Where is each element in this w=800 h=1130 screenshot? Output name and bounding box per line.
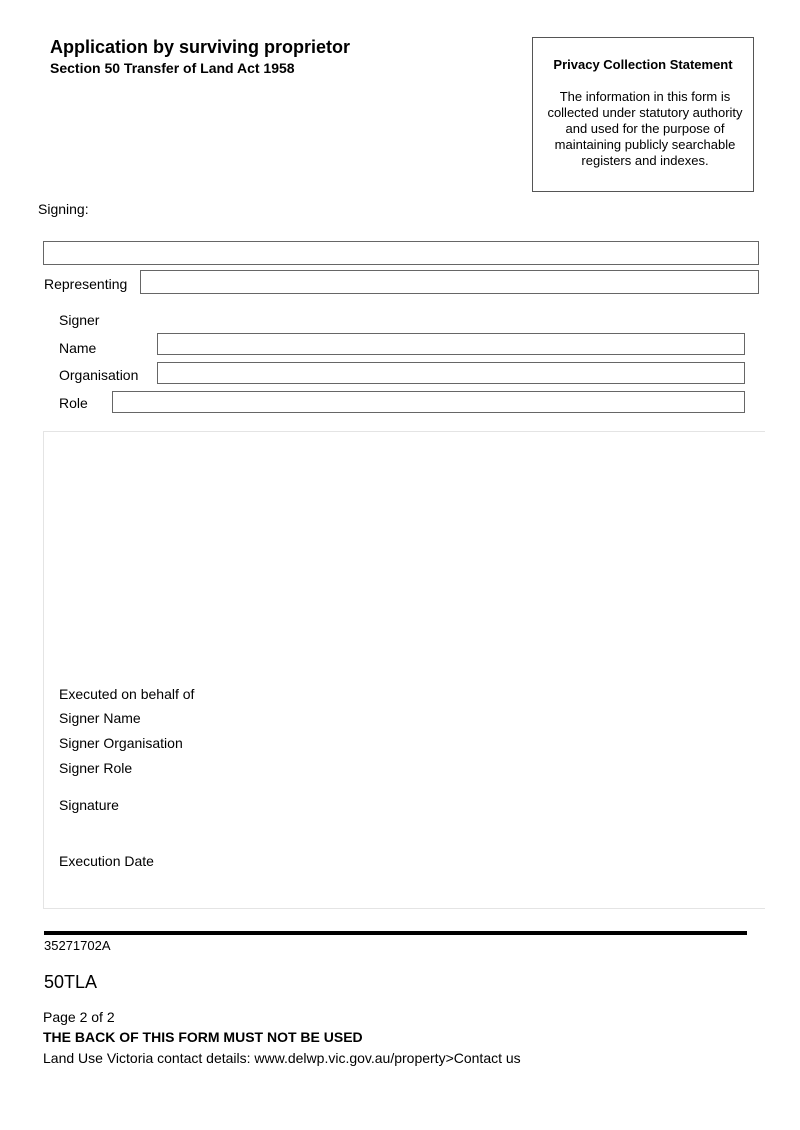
privacy-statement-text: The information in this form is collected under statutory authority and used for the purpose of maintaining publicly searchable registers and indexes.: [547, 89, 743, 168]
signer-organisation-field[interactable]: [157, 362, 745, 384]
privacy-statement-title: Privacy Collection Statement: [553, 57, 733, 72]
footer-divider: [44, 931, 747, 935]
signing-party-field[interactable]: [43, 241, 759, 265]
signer-organisation-label: Organisation: [59, 367, 139, 383]
representing-field[interactable]: [140, 270, 759, 294]
execution-panel: [43, 431, 765, 909]
signer-role-exec-label: Signer Role: [59, 760, 133, 776]
representing-label: Representing: [44, 276, 128, 292]
signer-role-label: Role: [59, 395, 88, 411]
privacy-statement-box: [532, 37, 754, 192]
signer-name-label: Name: [59, 340, 97, 356]
page-number: Page 2 of 2: [43, 1009, 115, 1025]
signing-label: Signing:: [38, 201, 89, 217]
signer-role-field[interactable]: [112, 391, 745, 413]
form-subtitle: Section 50 Transfer of Land Act 1958: [50, 60, 295, 76]
back-of-form-warning: THE BACK OF THIS FORM MUST NOT BE USED: [43, 1029, 363, 1045]
document-id: 35271702A: [44, 938, 111, 953]
signer-name-field[interactable]: [157, 333, 745, 355]
contact-details: Land Use Victoria contact details: www.delwp.vic.gov.au/property>Contact us: [43, 1050, 521, 1066]
signer-heading: Signer: [59, 312, 100, 328]
signature-label: Signature: [59, 797, 119, 813]
signer-organisation-exec-label: Signer Organisation: [59, 735, 183, 751]
signer-name-exec-label: Signer Name: [59, 710, 141, 726]
executed-on-behalf-label: Executed on behalf of: [59, 686, 195, 702]
execution-date-label: Execution Date: [59, 853, 154, 869]
form-code: 50TLA: [44, 972, 98, 992]
form-title: Application by surviving proprietor: [50, 37, 351, 57]
